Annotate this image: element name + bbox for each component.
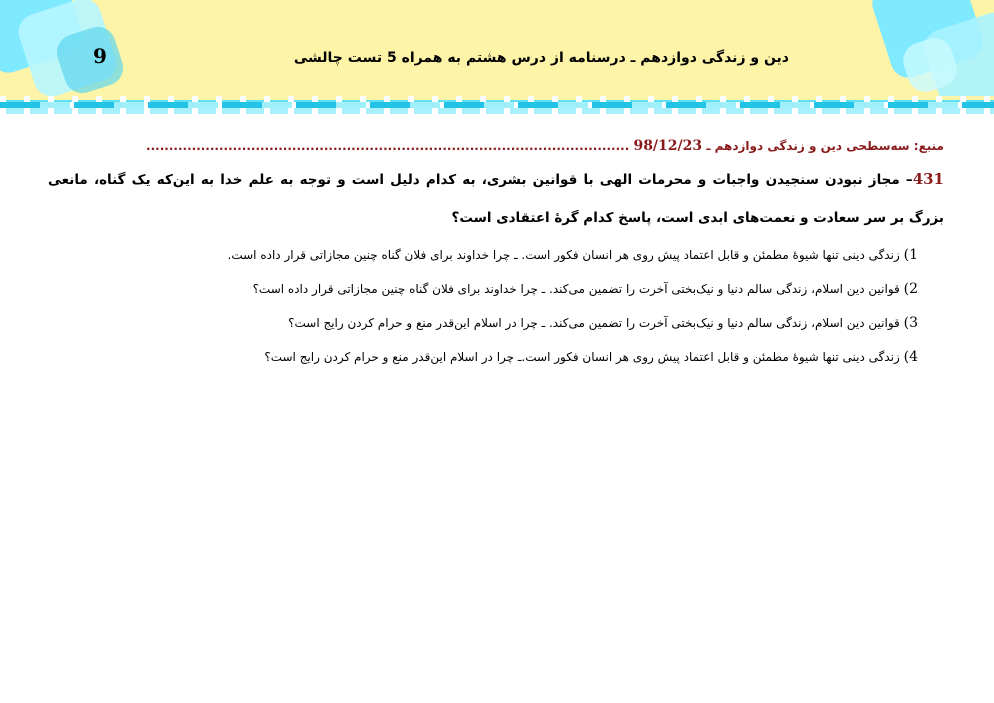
question: [48, 160, 944, 237]
page-header: [0, 0, 994, 100]
header-stripe: [0, 96, 994, 120]
source-label: منبع: سه‌سطحی دین و زندگی دوازدهم ـ: [706, 139, 944, 153]
option-text: قوانین دین اسلام، زندگی سالم دنیا و نیک‌بختی آخرت را تضمین می‌کند. ـ چرا خداوند برای فلان گناه چنین مجازاتی قرار داده است؟: [252, 282, 900, 296]
question-number: 431: [912, 170, 944, 188]
option-text: قوانین دین اسلام، زندگی سالم دنیا و نیک‌بختی آخرت را تضمین می‌کند. ـ چرا در اسلام این‌قدر منع و حرام کردن رایج است؟: [288, 316, 900, 330]
source-date: 98/12/23: [633, 138, 703, 154]
source-line: [48, 138, 944, 154]
option-number: 1): [903, 247, 918, 263]
source-dots: ..........................................................................................................: [146, 139, 630, 153]
option-text: زندگی دینی تنها شیوۀ مطمئن و قابل اعتماد پیش روی هر انسان فکور است.ـ چرا در اسلام این‌قدر منع و حرام کردن رایج است؟: [264, 350, 900, 364]
option-2: [48, 272, 918, 306]
option-1: [48, 238, 918, 272]
option-number: 3): [903, 315, 918, 331]
page-number: 9: [93, 44, 107, 68]
option-4: [48, 340, 918, 374]
option-number: 4): [903, 349, 918, 365]
option-number: 2): [903, 281, 918, 297]
options-list: [48, 238, 918, 374]
option-3: [48, 306, 918, 340]
option-text: زندگی دینی تنها شیوۀ مطمئن و قابل اعتماد پیش روی هر انسان فکور است. ـ چرا خداوند برای فلان گناه چنین مجازاتی قرار داده است.: [227, 248, 900, 262]
header-title: دین و زندگی دوازدهم ـ درسنامه از درس هشتم به همراه 5 تست چالشی: [293, 50, 789, 66]
question-text: – مجاز نبودن سنجیدن واجبات و محرمات الهی با قوانین بشری، به کدام دلیل است و توجه به علم خدا به این‌که یک گناه، مانعی بزرگ بر سر سعادت و نعمت‌های ابدی است، پاسخ کدام گرۀ اعتقادی است؟: [48, 172, 944, 226]
header-stripe-accent: [0, 102, 994, 108]
